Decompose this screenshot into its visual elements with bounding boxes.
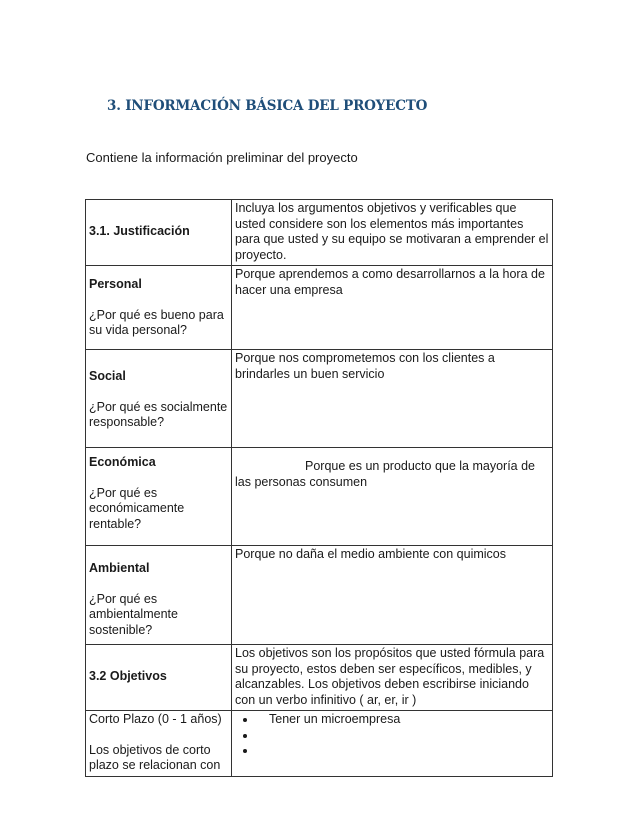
ambiental-label: Ambiental xyxy=(89,561,150,575)
economica-question: ¿Por qué es económicamente rentable? xyxy=(89,485,185,531)
project-info-table xyxy=(85,199,553,777)
objetivos-description: Los objetivos son los propósitos que usted fórmula para su proyecto, estos deben ser específicos, medibles, y alcanzables. Los objetivos deben escribirse iniciando con un verbo infinitivo ( ar, er, ir ) xyxy=(232,645,553,711)
list-item xyxy=(257,743,549,759)
section-heading: 3. INFORMACIÓN BÁSICA DEL PROYECTO xyxy=(107,98,428,114)
personal-question: ¿Por qué es bueno para su vida personal? xyxy=(89,307,224,337)
economica-label: Económica xyxy=(89,455,156,469)
corto-plazo-objectives-cell xyxy=(232,711,553,777)
justificacion-row xyxy=(86,200,553,266)
objetivos-label-cell xyxy=(86,645,232,711)
table-row xyxy=(86,350,553,448)
ambiental-question: ¿Por qué es ambientalmente sostenible? xyxy=(89,591,178,637)
economica-answer-cell xyxy=(232,448,553,546)
corto-plazo-cell xyxy=(86,711,232,777)
personal-label: Personal xyxy=(89,277,142,291)
objetivos-row xyxy=(86,645,553,711)
table-row xyxy=(86,546,553,645)
list-item: • Tener un microempresa xyxy=(257,712,549,728)
corto-plazo-row xyxy=(86,711,553,777)
personal-label-cell xyxy=(86,266,232,350)
ambiental-answer: Porque no daña el medio ambiente con quimicos xyxy=(232,546,553,645)
corto-plazo-label: Corto Plazo (0 - 1 años) xyxy=(89,712,222,726)
justificacion-label: 3.1. Justificación xyxy=(89,224,190,239)
list-item xyxy=(257,728,549,744)
social-question: ¿Por qué es socialmente responsable? xyxy=(89,399,228,429)
economica-answer-line1: Porque es un producto que la mayoría de xyxy=(305,459,536,473)
economica-label-cell xyxy=(86,448,232,546)
corto-plazo-note: Los objetivos de corto plazo se relacionan con xyxy=(89,742,221,772)
economica-answer-line2: las personas consumen xyxy=(235,474,368,489)
corto-plazo-bullets xyxy=(235,712,549,759)
personal-answer: Porque aprendemos a como desarrollarnos a la hora de hacer una empresa xyxy=(232,266,553,350)
justificacion-label-cell xyxy=(86,200,232,266)
objetivos-label: 3.2 Objetivos xyxy=(89,669,167,684)
social-label: Social xyxy=(89,369,126,383)
social-answer: Porque nos comprometemos con los clientes a brindarles un buen servicio xyxy=(232,350,553,448)
social-label-cell xyxy=(86,350,232,448)
intro-text: Contiene la información preliminar del proyecto xyxy=(86,150,358,165)
justificacion-description: Incluya los argumentos objetivos y verificables que usted considere son los elementos más importantes para que usted y su equipo se motivaran a emprender el proyecto. xyxy=(232,200,553,266)
ambiental-label-cell xyxy=(86,546,232,645)
table-row xyxy=(86,448,553,546)
table-row xyxy=(86,266,553,350)
